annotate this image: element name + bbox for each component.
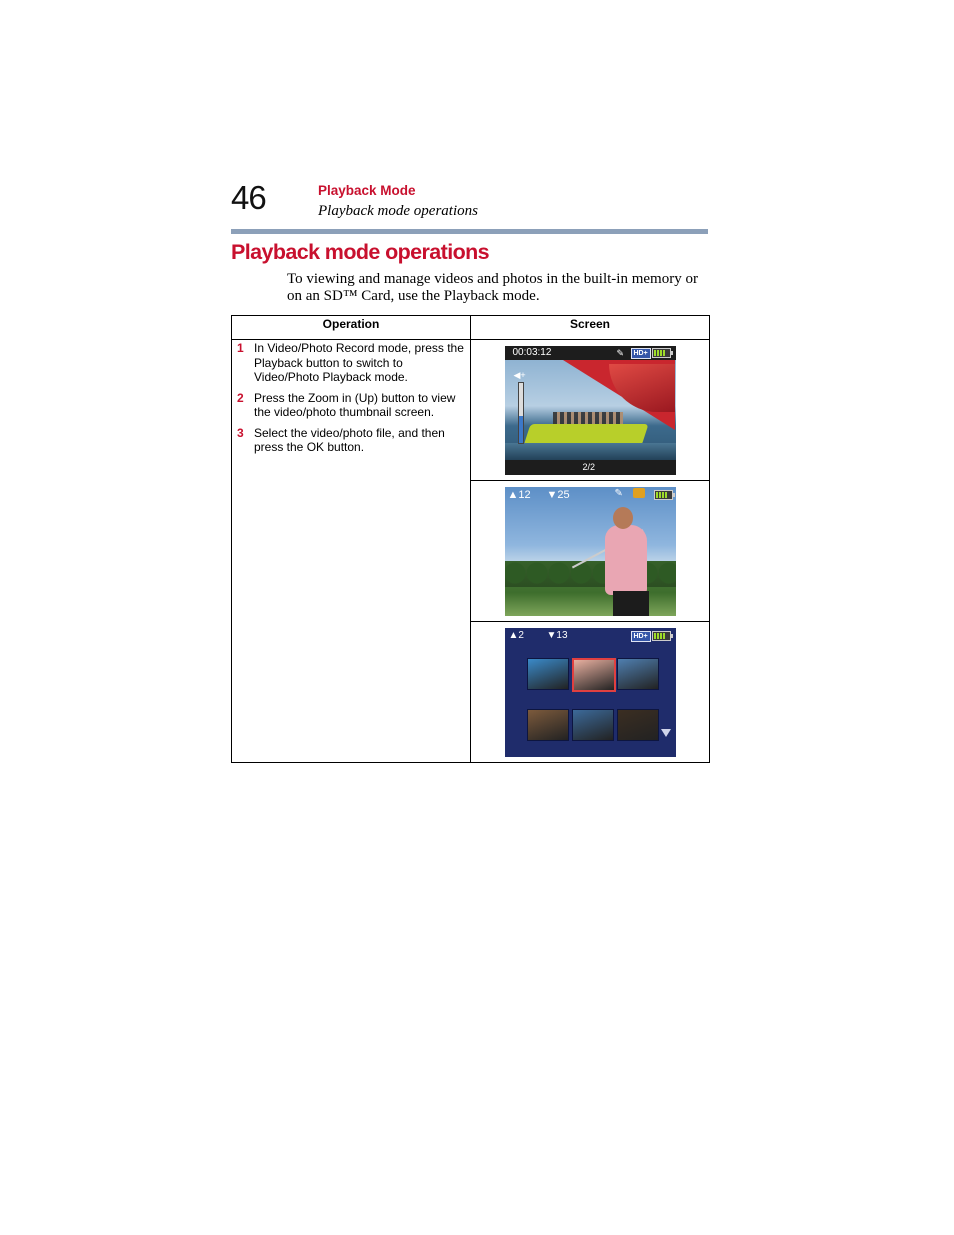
thumbnail-item[interactable] <box>617 709 659 741</box>
step-list <box>232 340 470 455</box>
hd-badge: HD+ <box>631 348 651 359</box>
battery-icon <box>652 631 671 641</box>
scene-icon: ✎ <box>614 488 623 499</box>
scene-icon: ✎ <box>616 348 625 358</box>
running-section-title: Playback mode operations <box>318 203 478 219</box>
protect-icon <box>633 488 645 498</box>
step-number: 2 <box>237 390 244 405</box>
golfer-graphic <box>605 525 647 595</box>
step-text: In Video/Photo Record mode, press the Playback button to switch to Video/Photo Playback mode. <box>254 341 464 384</box>
operation-header: Operation <box>232 316 471 340</box>
volume-slider[interactable] <box>518 382 524 444</box>
trees-graphic <box>505 561 676 587</box>
golfer-head-graphic <box>613 507 633 529</box>
thumbnail-screenshot <box>505 628 676 757</box>
intro-paragraph: To viewing and manage videos and photos in the built-in memory or on an SD™ Card, use the Playback mode. <box>287 271 698 304</box>
count-down-indicator: ▼13 <box>546 630 568 641</box>
timecode: 00:03:12 <box>512 347 552 358</box>
chapter-title: Playback Mode <box>318 183 416 198</box>
thumbnail-item[interactable] <box>527 709 569 741</box>
table-header-row <box>232 316 710 340</box>
count-down-indicator: ▼25 <box>546 489 570 501</box>
screen-cell-video <box>471 340 710 481</box>
hd-badge: HD+ <box>631 631 651 642</box>
step-number: 1 <box>237 341 244 355</box>
running-head <box>318 183 478 220</box>
file-counter: 2/2 <box>582 462 596 472</box>
header-rule <box>231 229 708 234</box>
volume-level <box>519 416 523 443</box>
thumbnail-item[interactable] <box>617 658 659 690</box>
operations-table <box>231 315 710 763</box>
screen-cell-thumbnails <box>471 622 710 763</box>
step-item <box>237 426 464 455</box>
screen-header: Screen <box>471 316 710 340</box>
water-graphic <box>505 443 676 461</box>
thumbnail-item[interactable] <box>527 658 569 690</box>
video-playback-screenshot <box>505 346 676 475</box>
count-up-indicator: ▲2 <box>508 630 524 641</box>
step-text: Select the video/photo file, and then press the OK button. <box>254 425 445 454</box>
scroll-down-icon[interactable] <box>661 729 671 737</box>
golfer-legs-graphic <box>613 591 649 616</box>
count-up-indicator: ▲12 <box>507 489 531 501</box>
step-text: Press the Zoom in (Up) button to view the video/photo thumbnail screen. <box>254 390 456 419</box>
step-item <box>237 341 464 385</box>
photo-playback-screenshot <box>505 487 676 616</box>
thumbnail-item[interactable] <box>572 658 616 692</box>
step-item <box>237 391 464 420</box>
volume-icon: ◀+ <box>513 370 526 380</box>
page-number: 46 <box>231 179 266 216</box>
step-number: 3 <box>237 425 244 440</box>
operation-cell <box>232 340 471 763</box>
battery-icon <box>652 348 671 358</box>
table-row <box>232 340 710 481</box>
section-title: Playback mode operations <box>231 240 490 264</box>
screen-cell-photo <box>471 481 710 622</box>
thumbnail-item[interactable] <box>572 709 614 741</box>
battery-icon <box>654 490 673 500</box>
